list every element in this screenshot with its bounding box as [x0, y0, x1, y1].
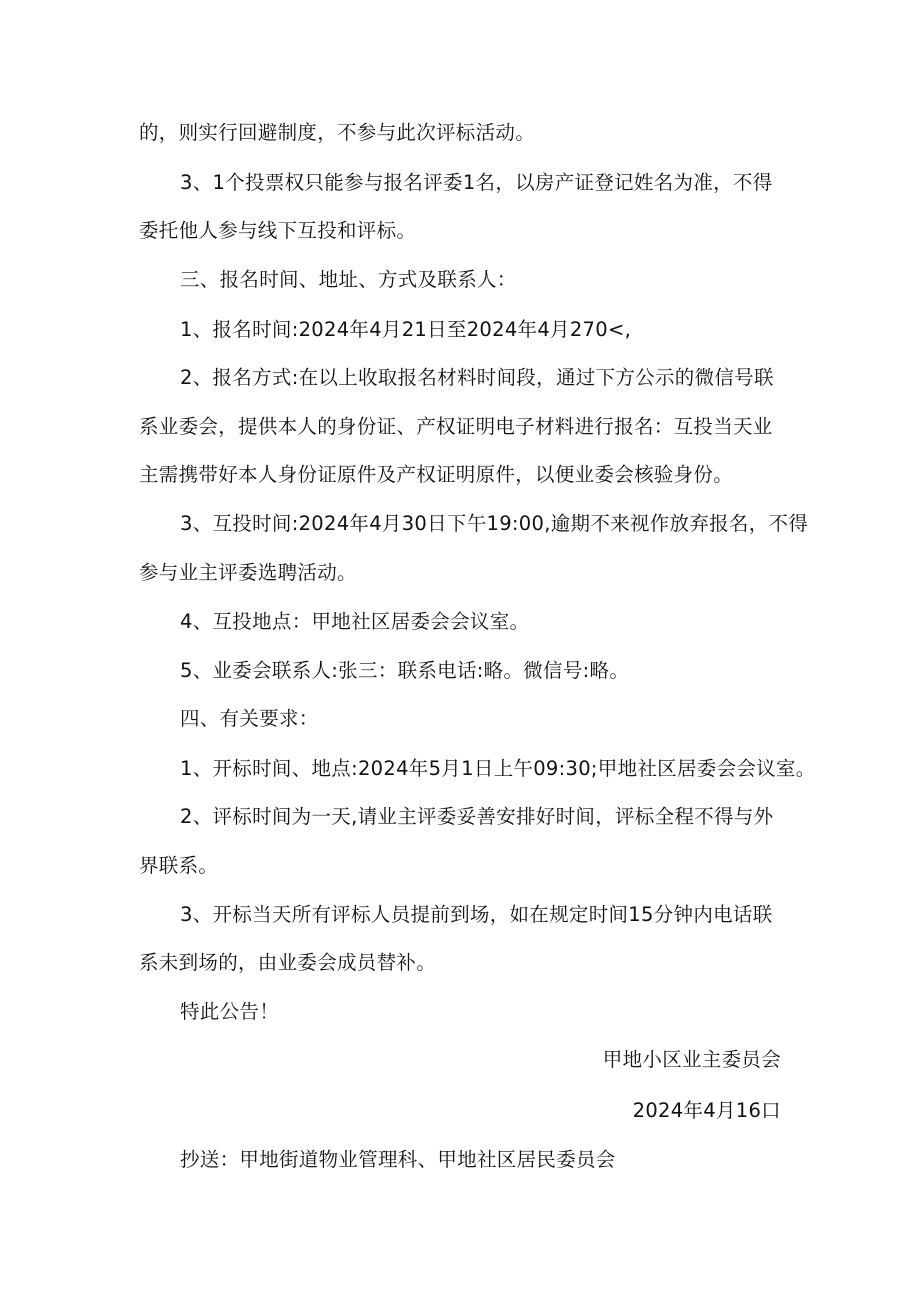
document-date: 2024年4月16口	[632, 1099, 781, 1122]
paragraph-line: 界联系。	[139, 854, 219, 877]
paragraph-line: 委托他人参与线下互投和评标。	[139, 219, 417, 242]
paragraph-line: 参与业主评委选聘活动。	[139, 561, 357, 584]
signature: 甲地小区业主委员会	[602, 1048, 781, 1071]
section-heading: 四、有关要求：	[180, 707, 319, 730]
paragraph-line: 系未到场的，由业委会成员替补。	[139, 951, 437, 974]
paragraph-line: 4、互投地点：甲地社区居委会会议室。	[180, 610, 530, 633]
paragraph-line: 5、业委会联系人:张三：联系电话:略。微信号:略。	[180, 659, 630, 682]
paragraph-line: 系业委会，提供本人的身份证、产权证明电子材料进行报名：互投当天业	[139, 415, 773, 438]
paragraph-line: 2、报名方式:在以上收取报名材料时间段，通过下方公示的微信号联	[180, 366, 774, 389]
paragraph-line: 2、评标时间为一天,请业主评委妥善安排好时间，评标全程不得与外	[180, 805, 774, 828]
paragraph-line: 3、1个投票权只能参与报名评委1名，以房产证登记姓名为准，不得	[180, 171, 773, 194]
closing-line: 特此公告！	[180, 1000, 280, 1023]
paragraph-line: 1、报名时间:2024年4月21日至2024年4月270<,	[180, 318, 632, 341]
section-heading: 三、报名时间、地址、方式及联系人：	[180, 268, 517, 291]
paragraph-line: 3、互投时间:2024年4月30日下午19:00,逾期不来视作放弃报名，不得	[180, 512, 809, 535]
paragraph-line: 的，则实行回避制度，不参与此次评标活动。	[139, 121, 536, 144]
paragraph-line: 1、开标时间、地点:2024年5月1日上午09:30;甲地社区居委会会议室。	[180, 757, 816, 780]
paragraph-line: 主需携带好本人身份证原件及产权证明原件，以便业委会核验身份。	[139, 463, 734, 486]
cc-line: 抄送：甲地街道物业管理科、甲地社区居民委员会	[180, 1148, 616, 1171]
paragraph-line: 3、开标当天所有评标人员提前到场，如在规定时间15分钟内电话联	[180, 903, 773, 926]
